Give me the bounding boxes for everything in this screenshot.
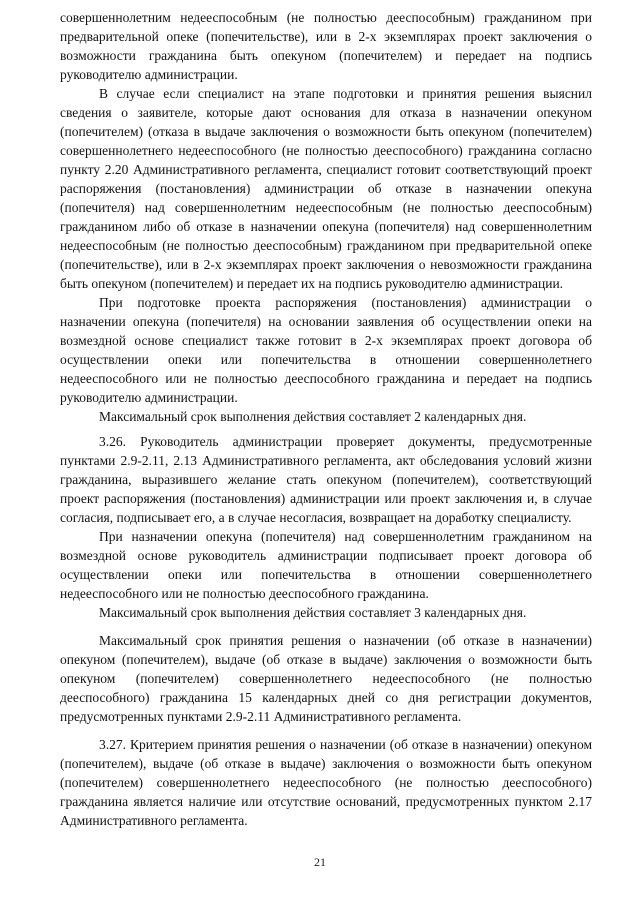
paragraph-refusal-case: В случае если специалист на этапе подготовки и принятия решения выяснил сведения о заявителе, которые дают основания для отказа в назначении опекуном (попечителем) (отказа в выдаче заключения о возможности быть опекуном (попечителем) совершеннолетнего недееспособного (не полностью дееспособного) гражданина согласно пункту 2.20 Административного регламента, специалист готовит соответствующий проект распоряжения (постановления) администрации об отказе в назначении опекуна (попечителя) над совершеннолетним недееспособным (не полностью дееспособным) гражданином либо об отказе в назначении опекуна (попечителя) над совершеннолетним недееспособным (не полностью дееспособным) гражданином при предварительной опеке (попечительстве), или в 2-х экземплярах проект заключения о невозможности гражданина быть опекуном (попечителем) и передает их на подпись руководителю администрации.	[60, 86, 592, 291]
paragraph-continuation: совершеннолетним недееспособным (не полностью дееспособным) гражданином при предварительной опеке (попечительстве), или в 2-х экземплярах проект заключения о возможности гражданина быть опекуном (попечителем) и передает на подпись руководителю администрации.	[60, 10, 592, 82]
paragraph-deadline-3-days: Максимальный срок выполнения действия составляет 3 календарных дня.	[99, 605, 527, 620]
document-page	[60, 8, 592, 830]
paragraph-3-26: 3.26. Руководитель администрации проверяет документы, предусмотренные пунктами 2.9-2.11, 2.13 Административного регламента, акт обследования условий жизни гражданина, выразившего желание стать опекуном (попечителем), соответствующий проект распоряжения (постановления) администрации или проект заключения и, в случае согласия, подписывает его, а в случае несогласия, возвращает на доработку специалисту.	[60, 434, 592, 525]
paragraph-paid-guardianship: При назначении опекуна (попечителя) над совершеннолетним гражданином на возмездной основе руководитель администрации подписывает проект договора об осуществлении опеки или попечительства в отношении совершеннолетнего недееспособного или не полностью дееспособного гражданина.	[60, 529, 592, 601]
paragraph-decision-deadline: Максимальный срок принятия решения о назначении (об отказе в назначении) опекуном (попечителем), выдаче (об отказе в выдаче) заключения о возможности быть опекуном (попечителем) совершеннолетнего недееспособного (не полностью дееспособного) гражданина 15 календарных дней со дня регистрации документов, предусмотренных пунктами 2.9-2.11 Административного регламента.	[60, 633, 592, 724]
paragraph-3-27: 3.27. Критерием принятия решения о назначении (об отказе в назначении) опекуном (попечителем), выдаче (об отказе в выдаче) заключения о возможности быть опекуном (попечителем) совершеннолетнего недееспособного (не полностью дееспособного) гражданина является наличие или отсутствие оснований, предусмотренных пунктом 2.17 Административного регламента.	[60, 737, 592, 828]
page-number: 21	[314, 855, 326, 869]
paragraph-deadline-2-days: Максимальный срок выполнения действия составляет 2 календарных дня.	[99, 409, 527, 424]
paragraph-contract-preparation: При подготовке проекта распоряжения (постановления) администрации о назначении опекуна (попечителя) на основании заявления об осуществлении опеки на возмездной основе специалист также готовит в 2-х экземплярах проект договора об осуществлении опеки или попечительства в отношении совершеннолетнего недееспособного или не полностью дееспособного гражданина и передает на подпись руководителю администрации.	[60, 295, 592, 405]
